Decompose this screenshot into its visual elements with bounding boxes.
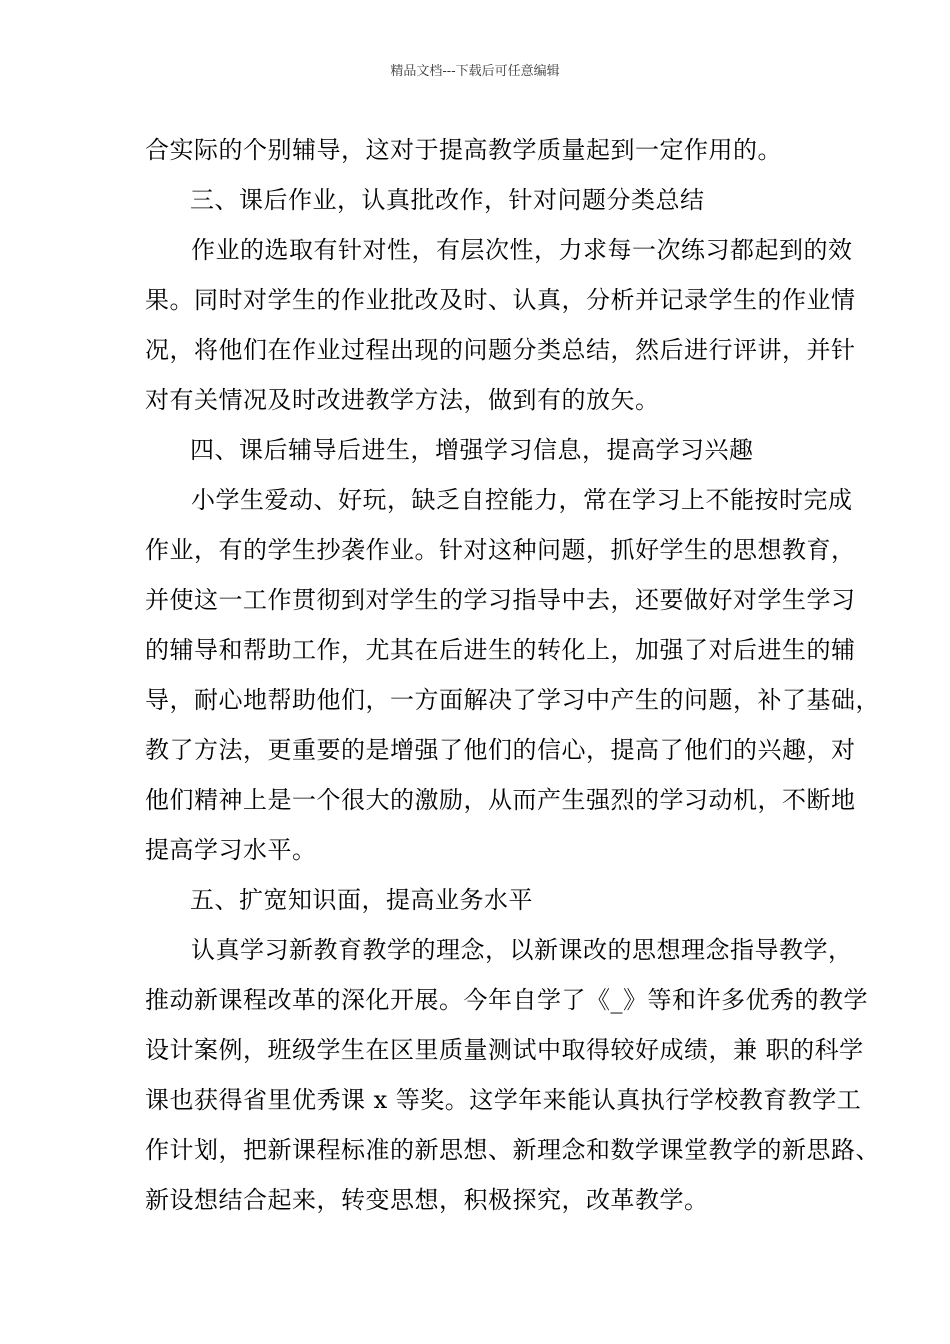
paragraph-line: 新设想结合起来，转变思想，积极探究，改革教学。 xyxy=(145,1186,709,1214)
paragraph-line: 并使这一工作贯彻到对学生的学习指导中去，还要做好对学生学习 xyxy=(145,586,856,614)
paragraph-line: 作业的选取有针对性，有层次性，力求每一次练习都起到的效 xyxy=(191,236,853,264)
paragraph-line: 认真学习新教育教学的理念，以新课改的思想理念指导教学， xyxy=(191,936,853,964)
section-heading-5: 五、扩宽知识面，提高业务水平 xyxy=(190,886,533,914)
page-header: 精品文档---下载后可任意编辑 xyxy=(390,64,560,79)
paragraph-line: 推动新课程改革的深化开展。今年自学了《_》等和许多优秀的教学 xyxy=(145,986,868,1014)
paragraph-line: 合实际的个别辅导，这对于提高教学质量起到一定作用的。 xyxy=(145,136,782,164)
paragraph-line: 课也获得省里优秀课 x 等奖。这学年来能认真执行学校教育教学工 xyxy=(145,1086,862,1114)
paragraph-line: 况，将他们在作业过程出现的问题分类总结，然后进行评讲，并针 xyxy=(145,336,856,364)
paragraph-line: 作计划，把新课程标准的新思想、新理念和数学课堂教学的新思路、 xyxy=(145,1136,880,1164)
paragraph-line: 作业，有的学生抄袭作业。针对这种问题，抓好学生的思想教育， xyxy=(145,536,856,564)
section-heading-3: 三、课后作业，认真批改作，针对问题分类总结 xyxy=(190,186,705,214)
paragraph-line: 教了方法，更重要的是增强了他们的信心，提高了他们的兴趣，对 xyxy=(145,736,856,764)
section-heading-4: 四、课后辅导后进生，增强学习信息，提高学习兴趣 xyxy=(190,436,754,464)
paragraph-line: 对有关情况及时改进教学方法，做到有的放矢。 xyxy=(145,386,660,414)
paragraph-line: 果。同时对学生的作业批改及时、认真，分析并记录学生的作业情 xyxy=(145,286,856,314)
paragraph-line: 他们精神上是一个很大的激励，从而产生强烈的学习动机，不断地 xyxy=(145,786,856,814)
paragraph-line: 导，耐心地帮助他们，一方面解决了学习中产生的问题，补了基础， xyxy=(145,686,880,714)
paragraph-line: 提高学习水平。 xyxy=(145,836,317,864)
paragraph-line: 的辅导和帮助工作，尤其在后进生的转化上，加强了对后进生的辅 xyxy=(145,636,856,664)
paragraph-line: 小学生爱动、好玩，缺乏自控能力，常在学习上不能按时完成 xyxy=(191,486,853,514)
paragraph-line: 设计案例，班级学生在区里质量测试中取得较好成绩，兼 职的科学 xyxy=(145,1036,864,1064)
